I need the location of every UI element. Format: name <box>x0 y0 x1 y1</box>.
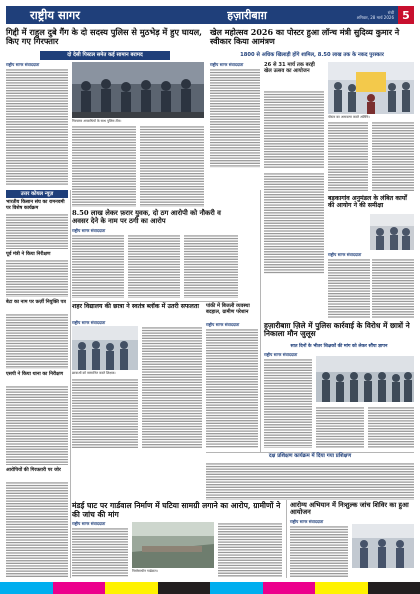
lead-right-body-col1 <box>210 68 260 168</box>
lead-left-body-col3 <box>140 125 204 207</box>
brief-body <box>6 213 68 249</box>
lead-right-headline: खेल महोत्सव 2026 का पोस्टर हुआ लॉन्च मंत्री सुदिव्य कुमार ने स्वीकार किया आमंत्रण <box>210 27 400 46</box>
tribal-body-col1 <box>328 258 370 318</box>
tribal-byline: राष्ट्रीय सागर संवाददाता <box>328 252 362 257</box>
protest-subhead: सात दिनों के भीतर शिक्षकों की मांग को लेकर सौंपा ज्ञापन <box>290 344 388 349</box>
lead-right-body-col2 <box>264 90 324 168</box>
job-scam-body-col3 <box>184 234 238 298</box>
tribal-photo <box>370 214 414 250</box>
electricity-byline: राष्ट्रीय सागर संवाददाता <box>206 322 240 327</box>
lead-right-photo <box>328 62 414 114</box>
job-scam-byline: राष्ट्रीय सागर संवाददाता <box>72 228 106 233</box>
lead-right-photo-caption: पोस्टर का अनावरण करते अतिथि। <box>328 115 370 119</box>
brief-title: आरोपियों की गिरफ़्तारी पर जोर <box>6 468 61 473</box>
color-swatch <box>210 582 263 594</box>
brief-title: बेटा का नाम पर फ़र्ज़ी नियुक्ति पत्र <box>6 300 66 305</box>
camp-body-col1 <box>290 525 348 577</box>
briefs-section-title: उत्तर कोयल न्यूज़ <box>6 190 68 198</box>
color-swatch <box>368 582 420 594</box>
edition-meta <box>318 10 398 20</box>
electricity-headline: पांकी में बिजली व्यवस्था बदहाल, ग्रामीण परेशान <box>206 303 250 315</box>
column-rule <box>286 500 287 578</box>
electricity-body <box>206 328 258 448</box>
lead-right-byline: राष्ट्रीय सागर संवाददाता <box>210 62 244 67</box>
training-headline: दक्ष प्रशिक्षण कार्यक्रम में दिया गया प्रशिक्षण <box>268 453 352 459</box>
school-photo <box>72 326 138 370</box>
story-divider <box>72 301 238 302</box>
school-byline: राष्ट्रीय सागर संवाददाता <box>72 320 106 325</box>
protest-byline: राष्ट्रीय सागर संवाददाता <box>264 352 298 357</box>
lead-left-subhead: दो देसी पिस्टल समेत कई सामान बरामद <box>40 51 170 60</box>
brief-title: भारतीय किसान संघ का रामनवमी पर विशेष कार्यक्रम <box>6 200 65 211</box>
camp-photo <box>352 524 414 568</box>
drainage-byline: राष्ट्रीय सागर संवाददाता <box>72 521 106 526</box>
school-body-col1 <box>72 378 138 448</box>
drainage-photo <box>132 522 214 568</box>
edition-date: शनिवार, 28 मार्च 2026 <box>356 15 394 20</box>
page-number-badge: 5 <box>398 6 414 24</box>
brief-body <box>6 385 68 465</box>
brief-body <box>6 259 68 297</box>
brief-body <box>6 481 68 577</box>
drainage-headline: मंडई घाट पर गार्डवाल निर्माण में घटिया सामग्री लगाने का आरोप, ग्रामीणों ने की जांच की मांग <box>72 501 281 519</box>
newspaper-brand: राष्ट्रीय सागर <box>30 7 80 22</box>
lead-right-subhead: 1800 से अधिक खिलाड़ी होंगे शामिल, 8.50 लाख तक के नकद पुरस्कार <box>240 52 384 58</box>
column-rule <box>70 190 71 578</box>
lead-right-pullquote: 26 से 31 मार्च तक बरही खेल उत्सव का आयोजन <box>264 62 315 75</box>
tribal-body-col2 <box>372 258 414 318</box>
job-scam-headline: 8.50 लाख लेकर फ़रार युवक, दो ठग आरोपी को नौकरी व अवसर देने के नाम पर ठगी का आरोप <box>72 209 221 225</box>
color-swatch <box>158 582 211 594</box>
lead-right-body-col2-cont <box>264 172 324 274</box>
protest-body-col1 <box>264 358 312 448</box>
lead-left-byline: राष्ट्रीय सागर संवाददाता <box>6 62 40 67</box>
school-body-col2 <box>142 326 202 448</box>
tribal-headline: बड़कागांव अनुमंडल के लंबित कार्यों की आयोग ने की समीक्षा <box>328 195 407 209</box>
edition-city: हज़ारीबाग़ <box>227 8 267 22</box>
school-headline: शहर विद्यालय की छात्रा ने स्वतंत्र ब्लॉक में उतरी सफलता <box>72 303 199 310</box>
brief-title: एसपी ने किया थाना का निरीक्षण <box>6 372 63 377</box>
brief-title: पूर्व मंत्री ने किया निरीक्षण <box>6 252 51 257</box>
print-color-strip <box>0 582 420 594</box>
camp-headline: आरोग्य अभियान में निःशुल्क जांच शिविर का हुआ आयोजन <box>290 501 409 517</box>
edition-location: रांची <box>387 10 394 15</box>
drainage-body-col2 <box>218 522 282 577</box>
brief-body <box>6 313 68 369</box>
lead-left-headline: गिद्दी में राहुल दुबे गैंग के दो सदस्य पुलिस से मुठभेड़ में हुए घायल, किए गए गिरफ्तार <box>6 27 203 47</box>
drainage-body-col1 <box>72 527 128 577</box>
lead-left-body-col2 <box>72 125 136 207</box>
column-rule <box>260 190 261 452</box>
protest-photo <box>316 356 414 402</box>
lead-left-body-col1 <box>6 68 68 186</box>
masthead-bar <box>6 6 414 24</box>
protest-body-col3 <box>368 406 414 448</box>
protest-body-col2 <box>316 406 364 448</box>
color-swatch <box>105 582 158 594</box>
color-swatch <box>0 582 53 594</box>
training-body <box>206 462 414 500</box>
protest-headline: हज़ारीबाग़ ज़िले में पुलिस कार्रवाई के विरोध में छात्रों ने निकाला मौन जुलूस <box>264 321 410 339</box>
job-scam-body-col2 <box>128 234 180 298</box>
color-swatch <box>263 582 316 594</box>
lead-right-body-col4 <box>372 121 414 191</box>
lead-left-photo <box>72 62 204 118</box>
color-swatch <box>315 582 368 594</box>
job-scam-body-col1 <box>72 234 124 298</box>
lead-right-body-col3 <box>328 121 368 191</box>
school-photo-caption: छात्राओं को सम्मानित करते शिक्षक। <box>72 371 116 375</box>
camp-byline: राष्ट्रीय सागर संवाददाता <box>290 519 324 524</box>
lead-left-photo-caption: गिरफ्तार अपराधियों के साथ पुलिस टीम। <box>72 119 122 123</box>
drainage-photo-caption: निर्माणाधीन गार्डवाल। <box>132 569 158 573</box>
color-swatch <box>53 582 106 594</box>
